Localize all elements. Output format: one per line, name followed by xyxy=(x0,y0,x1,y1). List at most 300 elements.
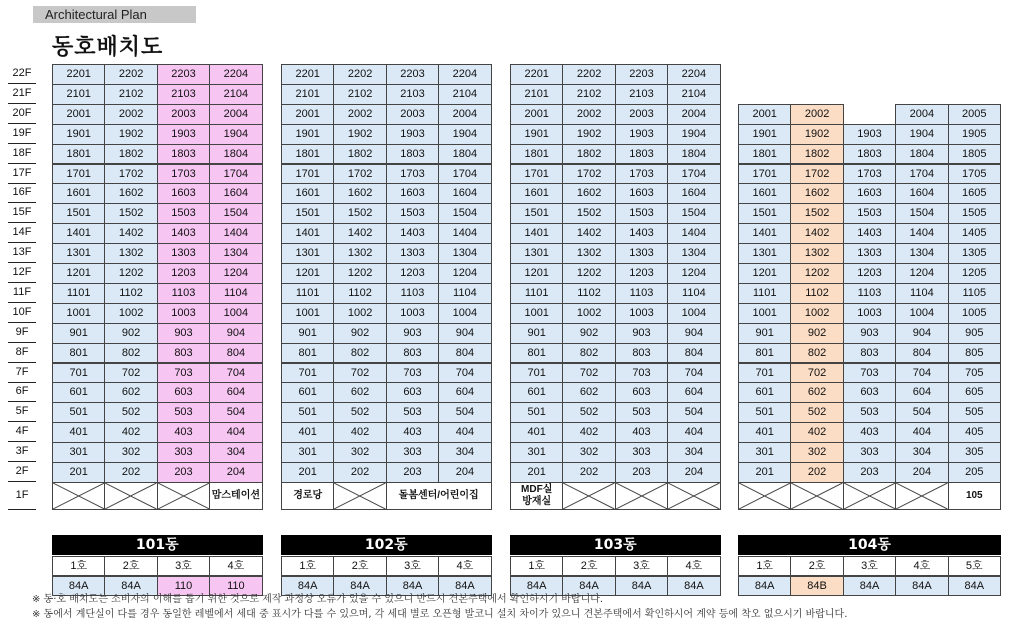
unit-cell: 604 xyxy=(438,382,491,403)
unit-cell: 1001 xyxy=(510,303,563,324)
unit-cell: 803 xyxy=(157,343,210,364)
unit-cell: 601 xyxy=(510,382,563,403)
unit-cell: 2203 xyxy=(615,64,668,85)
unit-cell: 1601 xyxy=(738,183,791,204)
unit-cell: 403 xyxy=(386,422,439,443)
unit-cell: 2103 xyxy=(615,84,668,105)
unit-cell: 1504 xyxy=(438,203,491,224)
unit-cell: 504 xyxy=(667,402,720,423)
unit-cell: 402 xyxy=(104,422,157,443)
unit-cell: 803 xyxy=(615,343,668,364)
unit-cell: 1904 xyxy=(209,124,262,145)
unit-cell: 1701 xyxy=(52,164,105,185)
unit-cell: 201 xyxy=(510,462,563,483)
unit-cell: 1503 xyxy=(386,203,439,224)
unit-cell: 1102 xyxy=(790,283,843,304)
building-name-header: 101동 xyxy=(52,535,263,555)
unit-type: 110 xyxy=(209,576,262,596)
unit-cell: 902 xyxy=(104,323,157,344)
unit-cell: 1003 xyxy=(615,303,668,324)
unit-cell: 304 xyxy=(667,442,720,463)
unit-cell: 1701 xyxy=(281,164,334,185)
unit-cell: 902 xyxy=(333,323,386,344)
unit-type: 84A xyxy=(948,576,1001,596)
unit-cell: 2005 xyxy=(948,104,1001,125)
unit-type: 84A xyxy=(104,576,157,596)
unit-type: 84B xyxy=(790,576,843,596)
unit-cell: 2102 xyxy=(104,84,157,105)
unit-cell: 1403 xyxy=(615,223,668,244)
unit-cell: 1405 xyxy=(948,223,1001,244)
unit-cell: 703 xyxy=(157,363,210,384)
unit-cell: 902 xyxy=(562,323,615,344)
floor-label: 19F xyxy=(8,124,36,144)
unit-cell: 1001 xyxy=(281,303,334,324)
unit-cell: 1201 xyxy=(52,263,105,284)
unit-cell: 1803 xyxy=(615,144,668,165)
unit-cell: 2003 xyxy=(157,104,210,125)
unit-cell: 705 xyxy=(948,363,1001,384)
unit-cell: 1104 xyxy=(895,283,948,304)
unit-cell: 904 xyxy=(438,323,491,344)
unit-cell: 1301 xyxy=(738,243,791,264)
unit-cell: 1603 xyxy=(615,183,668,204)
unit-cell: 1403 xyxy=(157,223,210,244)
unit-cell: 2002 xyxy=(333,104,386,125)
empty-cross-icon xyxy=(334,483,385,509)
floor-label: 22F xyxy=(8,64,36,84)
unit-cell: 2001 xyxy=(738,104,791,125)
unit-cell: 1401 xyxy=(510,223,563,244)
unit-cell: 1801 xyxy=(52,144,105,165)
ground-empty-cell xyxy=(843,482,896,510)
unit-cell: 1401 xyxy=(738,223,791,244)
unit-cell: 403 xyxy=(615,422,668,443)
unit-cell: 702 xyxy=(104,363,157,384)
unit-type: 84A xyxy=(843,576,896,596)
unit-cell: 1704 xyxy=(209,164,262,185)
empty-cross-icon xyxy=(105,483,156,509)
unit-cell: 305 xyxy=(948,442,1001,463)
unit-cell: 401 xyxy=(281,422,334,443)
floor-label: 20F xyxy=(8,104,36,124)
unit-cell: 1102 xyxy=(333,283,386,304)
unit-cell: 1501 xyxy=(510,203,563,224)
unit-cell: 1004 xyxy=(667,303,720,324)
unit-cell: 2101 xyxy=(510,84,563,105)
unit-cell: 702 xyxy=(790,363,843,384)
unit-cell: 901 xyxy=(510,323,563,344)
unit-cell: 1004 xyxy=(438,303,491,324)
unit-cell: 402 xyxy=(790,422,843,443)
unit-cell: 802 xyxy=(562,343,615,364)
unit-cell: 1201 xyxy=(738,263,791,284)
unit-cell: 2201 xyxy=(510,64,563,85)
line-number: 1호 xyxy=(738,556,791,576)
unit-cell: 204 xyxy=(895,462,948,483)
unit-cell: 1903 xyxy=(386,124,439,145)
floor-label: 15F xyxy=(8,203,36,223)
unit-cell: 1203 xyxy=(843,263,896,284)
unit-cell: 804 xyxy=(438,343,491,364)
unit-cell: 1202 xyxy=(104,263,157,284)
line-number: 3호 xyxy=(843,556,896,576)
unit-cell: 2004 xyxy=(438,104,491,125)
floor-label: 2F xyxy=(8,462,36,482)
unit-cell: 1503 xyxy=(157,203,210,224)
unit-cell: 901 xyxy=(281,323,334,344)
unit-cell: 1705 xyxy=(948,164,1001,185)
floor-label: 7F xyxy=(8,363,36,383)
unit-cell: 1101 xyxy=(52,283,105,304)
unit-type: 84A xyxy=(281,576,334,596)
unit-cell: 304 xyxy=(895,442,948,463)
unit-cell: 1302 xyxy=(104,243,157,264)
unit-cell: 1202 xyxy=(333,263,386,284)
unit-cell: 1402 xyxy=(790,223,843,244)
unit-cell: 502 xyxy=(104,402,157,423)
unit-cell: 1704 xyxy=(667,164,720,185)
ground-empty-cell xyxy=(895,482,948,510)
building-name-header: 102동 xyxy=(281,535,492,555)
unit-cell: 2203 xyxy=(157,64,210,85)
unit-cell: 1704 xyxy=(438,164,491,185)
unit-cell: 402 xyxy=(333,422,386,443)
unit-type: 84A xyxy=(52,576,105,596)
unit-cell: 1201 xyxy=(281,263,334,284)
unit-cell: 905 xyxy=(948,323,1001,344)
unit-cell: 1204 xyxy=(209,263,262,284)
building-name-header: 104동 xyxy=(738,535,1001,555)
unit-cell: 1502 xyxy=(333,203,386,224)
unit-cell: 1703 xyxy=(615,164,668,185)
unit-cell: 1505 xyxy=(948,203,1001,224)
unit-cell: 603 xyxy=(843,382,896,403)
unit-cell: 302 xyxy=(790,442,843,463)
floor-label: 16F xyxy=(8,183,36,203)
unit-cell: 1103 xyxy=(615,283,668,304)
unit-cell: 1002 xyxy=(562,303,615,324)
unit-cell: 2201 xyxy=(281,64,334,85)
unit-cell: 401 xyxy=(52,422,105,443)
unit-cell: 1103 xyxy=(843,283,896,304)
empty-cross-icon xyxy=(791,483,842,509)
unit-cell: 1403 xyxy=(386,223,439,244)
unit-cell: 1804 xyxy=(895,144,948,165)
ground-facility-label: 돌봄센터/어린이집 xyxy=(398,489,479,501)
unit-cell: 1901 xyxy=(738,124,791,145)
unit-cell: 604 xyxy=(209,382,262,403)
unit-cell: 501 xyxy=(510,402,563,423)
unit-cell: 701 xyxy=(52,363,105,384)
unit-cell: 1402 xyxy=(333,223,386,244)
unit-cell: 601 xyxy=(738,382,791,403)
unit-cell: 902 xyxy=(790,323,843,344)
unit-cell: 2102 xyxy=(333,84,386,105)
unit-cell: 1101 xyxy=(738,283,791,304)
unit-cell: 1703 xyxy=(843,164,896,185)
unit-cell: 2101 xyxy=(281,84,334,105)
unit-cell: 703 xyxy=(843,363,896,384)
unit-cell: 901 xyxy=(52,323,105,344)
unit-cell: 1002 xyxy=(333,303,386,324)
unit-cell: 1702 xyxy=(104,164,157,185)
unit-cell: 603 xyxy=(157,382,210,403)
unit-cell: 1901 xyxy=(52,124,105,145)
unit-cell: 704 xyxy=(209,363,262,384)
unit-cell: 1501 xyxy=(52,203,105,224)
unit-cell: 1702 xyxy=(562,164,615,185)
unit-cell: 1304 xyxy=(667,243,720,264)
unit-cell: 1801 xyxy=(510,144,563,165)
unit-cell: 204 xyxy=(209,462,262,483)
unit-cell: 1602 xyxy=(333,183,386,204)
unit-cell: 1701 xyxy=(510,164,563,185)
unit-cell: 404 xyxy=(895,422,948,443)
unit-type: 84A xyxy=(615,576,668,596)
unit-cell: 1604 xyxy=(209,183,262,204)
unit-cell: 901 xyxy=(738,323,791,344)
unit-cell: 1603 xyxy=(157,183,210,204)
unit-cell: 1902 xyxy=(104,124,157,145)
unit-type: 84A xyxy=(562,576,615,596)
ground-facility-label: 경로당 xyxy=(293,489,323,501)
unit-cell: 1302 xyxy=(562,243,615,264)
unit-cell: 302 xyxy=(333,442,386,463)
unit-cell: 1304 xyxy=(895,243,948,264)
unit-cell: 703 xyxy=(615,363,668,384)
unit-cell: 1503 xyxy=(843,203,896,224)
unit-cell: 1201 xyxy=(510,263,563,284)
empty-cross-icon xyxy=(739,483,790,509)
unit-cell: 804 xyxy=(209,343,262,364)
unit-cell: 1805 xyxy=(948,144,1001,165)
ground-empty-cell xyxy=(104,482,157,510)
unit-cell: 1703 xyxy=(157,164,210,185)
unit-cell: 601 xyxy=(52,382,105,403)
unit-cell: 1404 xyxy=(667,223,720,244)
unit-cell: 1901 xyxy=(281,124,334,145)
unit-cell: 805 xyxy=(948,343,1001,364)
page-title: 동호배치도 xyxy=(52,35,164,60)
unit-cell: 1803 xyxy=(157,144,210,165)
unit-cell: 401 xyxy=(738,422,791,443)
unit-cell: 1202 xyxy=(790,263,843,284)
architectural-plan-tag: Architectural Plan xyxy=(33,6,196,23)
unit-cell: 1604 xyxy=(895,183,948,204)
unit-cell: 1802 xyxy=(104,144,157,165)
unit-cell: 1305 xyxy=(948,243,1001,264)
unit-cell: 1103 xyxy=(157,283,210,304)
empty-cross-icon xyxy=(668,483,719,509)
unit-cell: 1304 xyxy=(438,243,491,264)
unit-cell: 303 xyxy=(843,442,896,463)
unit-cell: 903 xyxy=(615,323,668,344)
unit-cell: 1302 xyxy=(333,243,386,264)
unit-cell: 301 xyxy=(510,442,563,463)
unit-cell: 1501 xyxy=(738,203,791,224)
ground-empty-cell xyxy=(52,482,105,510)
unit-cell: 602 xyxy=(104,382,157,403)
unit-cell: 403 xyxy=(157,422,210,443)
unit-cell: 401 xyxy=(510,422,563,443)
unit-cell: 701 xyxy=(281,363,334,384)
unit-cell: 2202 xyxy=(104,64,157,85)
unit-cell: 1504 xyxy=(895,203,948,224)
unit-cell: 601 xyxy=(281,382,334,403)
unit-cell: 501 xyxy=(52,402,105,423)
unit-cell: 2204 xyxy=(438,64,491,85)
unit-type: 84A xyxy=(667,576,720,596)
unit-cell: 1904 xyxy=(438,124,491,145)
unit-cell: 1904 xyxy=(667,124,720,145)
floor-label: 17F xyxy=(8,164,36,184)
unit-cell: 503 xyxy=(157,402,210,423)
unit-cell: 203 xyxy=(157,462,210,483)
unit-cell: 503 xyxy=(843,402,896,423)
unit-cell: 1303 xyxy=(386,243,439,264)
unit-cell: 804 xyxy=(895,343,948,364)
unit-cell: 1002 xyxy=(104,303,157,324)
line-number: 4호 xyxy=(895,556,948,576)
unit-cell: 204 xyxy=(667,462,720,483)
unit-cell: 1001 xyxy=(738,303,791,324)
unit-cell: 1205 xyxy=(948,263,1001,284)
unit-cell: 2004 xyxy=(667,104,720,125)
unit-cell: 703 xyxy=(386,363,439,384)
unit-cell: 1301 xyxy=(510,243,563,264)
unit-cell: 603 xyxy=(615,382,668,403)
ground-facility-cell xyxy=(948,482,1001,510)
unit-type: 84A xyxy=(438,576,491,596)
unit-cell: 804 xyxy=(667,343,720,364)
unit-cell: 1104 xyxy=(438,283,491,304)
unit-cell: 702 xyxy=(562,363,615,384)
unit-cell: 1203 xyxy=(157,263,210,284)
unit-cell: 801 xyxy=(52,343,105,364)
unit-cell: 1603 xyxy=(843,183,896,204)
unit-cell: 1902 xyxy=(333,124,386,145)
unit-cell: 2004 xyxy=(209,104,262,125)
empty-cross-icon xyxy=(896,483,947,509)
building-name-header: 103동 xyxy=(510,535,721,555)
unit-cell: 1602 xyxy=(790,183,843,204)
unit-cell: 1402 xyxy=(104,223,157,244)
unit-cell: 2001 xyxy=(52,104,105,125)
unit-cell: 1504 xyxy=(209,203,262,224)
unit-cell: 1501 xyxy=(281,203,334,224)
unit-cell: 1703 xyxy=(386,164,439,185)
ground-empty-cell xyxy=(790,482,843,510)
unit-cell: 1601 xyxy=(281,183,334,204)
floor-label: 3F xyxy=(8,442,36,462)
unit-cell: 501 xyxy=(738,402,791,423)
floor-label: 8F xyxy=(8,343,36,363)
unit-cell: 2103 xyxy=(386,84,439,105)
unit-cell: 904 xyxy=(209,323,262,344)
unit-cell: 2003 xyxy=(615,104,668,125)
unit-cell: 704 xyxy=(667,363,720,384)
unit-cell: 504 xyxy=(438,402,491,423)
unit-cell: 301 xyxy=(52,442,105,463)
unit-type: 84A xyxy=(510,576,563,596)
unit-cell: 2002 xyxy=(790,104,843,125)
unit-cell: 1905 xyxy=(948,124,1001,145)
unit-cell: 1902 xyxy=(790,124,843,145)
unit-cell: 504 xyxy=(895,402,948,423)
unit-cell: 605 xyxy=(948,382,1001,403)
floor-label: 5F xyxy=(8,402,36,422)
unit-cell: 201 xyxy=(281,462,334,483)
unit-cell: 303 xyxy=(615,442,668,463)
unit-cell: 802 xyxy=(333,343,386,364)
unit-cell: 1304 xyxy=(209,243,262,264)
empty-cross-icon xyxy=(844,483,895,509)
unit-cell: 202 xyxy=(790,462,843,483)
unit-type: 84A xyxy=(895,576,948,596)
unit-cell: 2104 xyxy=(209,84,262,105)
unit-cell: 1404 xyxy=(209,223,262,244)
unit-cell: 202 xyxy=(104,462,157,483)
unit-cell: 1204 xyxy=(895,263,948,284)
floor-label: 18F xyxy=(8,144,36,164)
unit-cell: 1401 xyxy=(281,223,334,244)
floor-label: 9F xyxy=(8,323,36,343)
unit-cell: 1602 xyxy=(562,183,615,204)
ground-facility-cell xyxy=(281,482,334,510)
unit-cell: 2203 xyxy=(386,64,439,85)
unit-cell: 1303 xyxy=(615,243,668,264)
line-number: 5호 xyxy=(948,556,1001,576)
unit-cell: 403 xyxy=(843,422,896,443)
line-number: 2호 xyxy=(333,556,386,576)
unit-cell: 1601 xyxy=(510,183,563,204)
floor-label: 1F xyxy=(8,482,36,510)
unit-cell: 202 xyxy=(562,462,615,483)
unit-cell: 602 xyxy=(790,382,843,403)
unit-cell: 503 xyxy=(386,402,439,423)
unit-type: 84A xyxy=(738,576,791,596)
unit-cell: 503 xyxy=(615,402,668,423)
unit-type: 110 xyxy=(157,576,210,596)
unit-cell: 1104 xyxy=(667,283,720,304)
unit-cell: 803 xyxy=(386,343,439,364)
floor-label: 14F xyxy=(8,223,36,243)
floor-label: 10F xyxy=(8,303,36,323)
unit-cell: 1803 xyxy=(843,144,896,165)
unit-cell: 2002 xyxy=(104,104,157,125)
unit-cell: 1301 xyxy=(281,243,334,264)
unit-cell: 704 xyxy=(438,363,491,384)
unit-cell: 1903 xyxy=(843,124,896,145)
unit-cell: 2201 xyxy=(52,64,105,85)
ground-facility-label: 맘스테이션 xyxy=(211,489,261,501)
line-number: 2호 xyxy=(562,556,615,576)
unit-cell: 903 xyxy=(157,323,210,344)
unit-cell: 202 xyxy=(333,462,386,483)
unit-cell: 2002 xyxy=(562,104,615,125)
unit-cell: 304 xyxy=(438,442,491,463)
unit-cell: 2104 xyxy=(667,84,720,105)
unit-cell: 702 xyxy=(333,363,386,384)
unit-cell: 603 xyxy=(386,382,439,403)
unit-cell: 1102 xyxy=(104,283,157,304)
unit-cell: 1801 xyxy=(738,144,791,165)
line-number: 1호 xyxy=(281,556,334,576)
unit-type: 84A xyxy=(333,576,386,596)
unit-cell: 701 xyxy=(510,363,563,384)
unit-cell: 303 xyxy=(386,442,439,463)
